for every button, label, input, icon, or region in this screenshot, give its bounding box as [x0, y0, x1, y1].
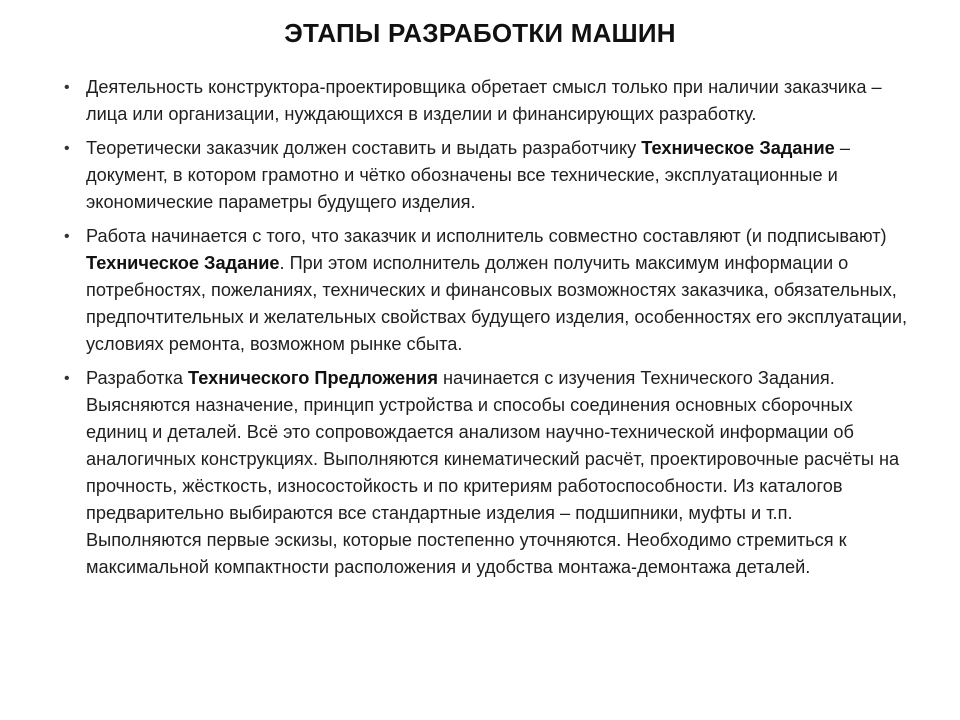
bullet-text: Разработка: [86, 368, 188, 388]
bold-term: Технического Предложения: [188, 368, 438, 388]
bullet-text: Теоретически заказчик должен составить и выдать разработчику: [86, 138, 642, 158]
bullet-marker: •: [64, 370, 70, 387]
bullet-text: . При этом исполнитель должен получить максимум информации о потребностях, пожеланиях, технических и финансовых возможностях заказчика, обязательных, предпочтительных и желательных свойствах будущего изделия, особенностях его эксплуатации, условиях ремонта, возможном рынке сбыта.: [86, 253, 908, 354]
bullet-item-1: [62, 74, 910, 128]
bullet-text: – документ, в котором грамотно и чётко обозначены все технические, эксплуатационные и экономические параметры будущего изделия.: [86, 138, 850, 212]
bullet-text: Работа начинается с того, что заказчик и исполнитель совместно составляют (и подписывают): [86, 226, 887, 246]
bullet-item-4: [62, 365, 910, 581]
slide-title: ЭТАПЫ РАЗРАБОТКИ МАШИН: [284, 18, 676, 48]
bullet-list: [62, 74, 910, 588]
bullet-item-3: [62, 223, 910, 358]
bullet-marker: •: [64, 140, 70, 157]
bold-term: Техническое Задание: [641, 138, 835, 158]
bullet-text: Деятельность конструктора-проектировщика обретает смысл только при наличии заказчика – лица или организации, нуждающихся в изделии и финансирующих разработку.: [86, 77, 882, 124]
bullet-marker: •: [64, 79, 70, 96]
bold-term: Техническое Задание: [86, 253, 280, 273]
bullet-marker: •: [64, 228, 70, 245]
bullet-text: начинается с изучения Технического Задания. Выясняются назначение, принцип устройства и способы соединения основных сборочных единиц и деталей. Всё это сопровождается анализом научно-технической информации об аналогичных конструкциях. Выполняются кинематический расчёт, проектировочные расчёты на прочность, жёсткость, износостойкость и по критериям работоспособности. Из каталогов предварительно выбираются все стандартные изделия – подшипники, муфты и т.п. Выполняются первые эскизы, которые постепенно уточняются. Необходимо стремиться к максимальной компактности расположения и удобства монтажа-демонтажа деталей.: [86, 368, 900, 577]
bullet-item-2: [62, 135, 910, 216]
